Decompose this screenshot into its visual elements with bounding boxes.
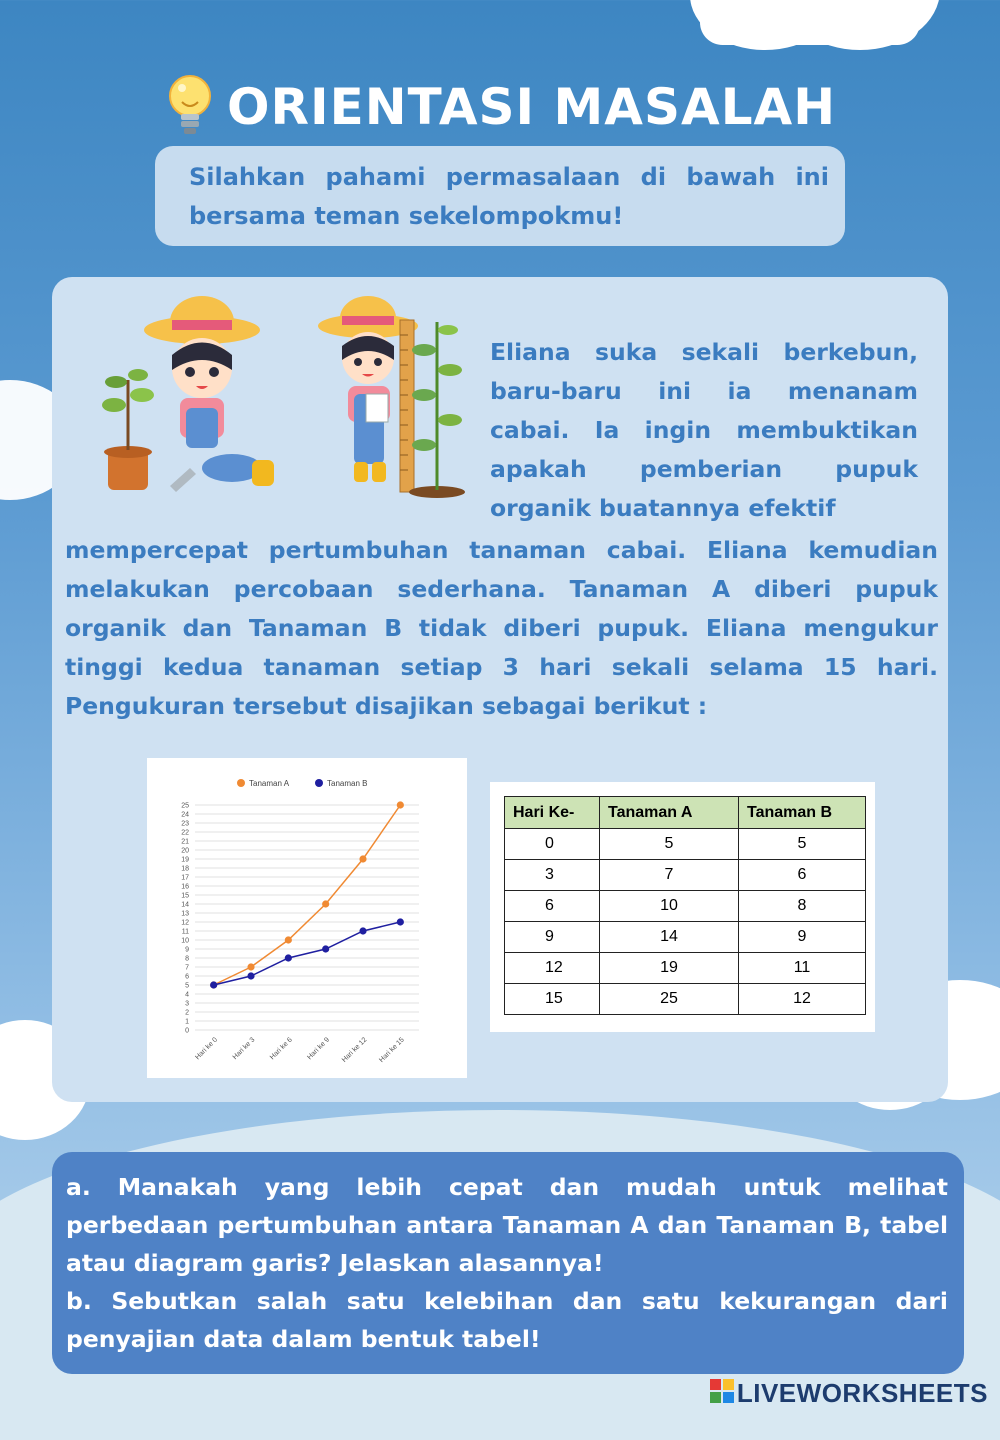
- table-cell: 8: [739, 891, 866, 922]
- table-cell: 12: [739, 984, 866, 1015]
- y-tick-label: 19: [181, 856, 189, 864]
- table-cell: 7: [600, 860, 739, 891]
- y-tick-label: 21: [181, 838, 189, 846]
- y-tick-label: 10: [181, 937, 189, 945]
- data-point: [322, 945, 329, 952]
- y-tick-label: 6: [185, 973, 189, 981]
- table-row: [505, 891, 866, 922]
- y-tick-label: 17: [181, 874, 189, 882]
- x-tick-label: Hari ke 12: [340, 1036, 369, 1064]
- page-title: ORIENTASI MASALAH: [226, 78, 837, 136]
- question-a: a. Manakah yang lebih cepat dan mudah untuk melihat perbedaan pertumbuhan antara Tanaman A dan Tanaman B, tabel atau diagram garis? Jelaskan alasannya!: [66, 1173, 948, 1277]
- table-cell: 9: [739, 922, 866, 953]
- data-point: [210, 981, 217, 988]
- y-tick-label: 1: [185, 1018, 189, 1026]
- y-tick-label: 25: [181, 802, 189, 810]
- table-header-cell: Tanaman B: [739, 797, 866, 829]
- y-tick-label: 14: [181, 901, 189, 909]
- y-tick-label: 7: [185, 964, 189, 972]
- line-chart-svg: [147, 758, 467, 1078]
- data-point: [247, 972, 254, 979]
- y-tick-label: 2: [185, 1009, 189, 1017]
- x-tick-label: Hari ke 15: [378, 1036, 406, 1064]
- data-point: [359, 855, 366, 862]
- story-body: mempercepat pertumbuhan tanaman cabai. Eliana kemudian melakukan percobaan sederhana. Tanaman A diberi pupuk organik dan Tanaman B tidak diberi pupuk. Eliana mengukur tinggi kedua tanaman setiap 3 hari sekali selama 15 hari. Pengukuran tersebut disajikan sebagai berikut :: [65, 536, 938, 720]
- data-table: [504, 796, 866, 1015]
- liveworksheets-logo-icon: [710, 1379, 734, 1407]
- data-table-box: [490, 782, 875, 1032]
- table-cell: 9: [505, 922, 600, 953]
- table-row: [505, 860, 866, 891]
- table-cell: 5: [739, 829, 866, 860]
- intro-box: [155, 146, 845, 246]
- x-tick-label: Hari ke 3: [231, 1036, 257, 1062]
- table-cell: 6: [739, 860, 866, 891]
- y-tick-label: 16: [181, 883, 189, 891]
- table-cell: 15: [505, 984, 600, 1015]
- y-tick-label: 4: [185, 991, 189, 999]
- data-point: [397, 801, 404, 808]
- table-header-row: [505, 797, 866, 829]
- line-chart: [147, 758, 467, 1078]
- lightbulb-icon: [164, 72, 216, 142]
- table-row: [505, 984, 866, 1015]
- table-cell: 5: [600, 829, 739, 860]
- data-point: [285, 954, 292, 961]
- questions-box: [52, 1152, 964, 1374]
- y-tick-label: 3: [185, 1000, 189, 1008]
- data-point: [285, 936, 292, 943]
- table-cell: 12: [505, 953, 600, 984]
- title-bar: [0, 72, 1000, 142]
- y-tick-label: 20: [181, 847, 189, 855]
- y-tick-label: 11: [181, 928, 189, 936]
- story-line: apakah pemberian pupuk: [490, 455, 918, 483]
- brand-text: LIVEWORKSHEETS: [736, 1377, 988, 1408]
- brand-footer: [710, 1376, 988, 1410]
- story-line: organik buatannya efektif: [490, 494, 836, 522]
- y-tick-label: 15: [181, 892, 189, 900]
- table-cell: 0: [505, 829, 600, 860]
- table-cell: 11: [739, 953, 866, 984]
- story-line: baru-baru ini ia menanam: [490, 377, 918, 405]
- y-tick-label: 22: [181, 829, 189, 837]
- story-intro: [490, 333, 918, 528]
- table-row: [505, 953, 866, 984]
- x-tick-label: Hari ke 9: [306, 1036, 332, 1062]
- story-line: cabai. Ia ingin membuktikan: [490, 416, 918, 444]
- data-point: [397, 918, 404, 925]
- y-tick-label: 13: [181, 910, 189, 918]
- story-line: Eliana suka sekali berkebun,: [490, 338, 918, 366]
- table-header-cell: Hari Ke-: [505, 797, 600, 829]
- table-cell: 6: [505, 891, 600, 922]
- x-tick-label: Hari ke 0: [194, 1036, 220, 1062]
- y-tick-label: 18: [181, 865, 189, 873]
- intro-text: Silahkan pahami permasalaan di bawah ini bersama teman sekelompokmu!: [189, 163, 829, 230]
- legend-label: Tanaman A: [249, 779, 290, 788]
- y-tick-label: 23: [181, 820, 189, 828]
- table-cell: 3: [505, 860, 600, 891]
- gardening-illustration: [92, 290, 472, 505]
- table-header-cell: Tanaman A: [600, 797, 739, 829]
- y-tick-label: 9: [185, 946, 189, 954]
- table-cell: 14: [600, 922, 739, 953]
- y-tick-label: 8: [185, 955, 189, 963]
- y-tick-label: 24: [181, 811, 189, 819]
- table-row: [505, 829, 866, 860]
- table-row: [505, 922, 866, 953]
- table-cell: 25: [600, 984, 739, 1015]
- legend-label: Tanaman B: [327, 779, 368, 788]
- y-tick-label: 12: [181, 919, 189, 927]
- y-tick-label: 5: [185, 982, 189, 990]
- legend-marker: [237, 779, 245, 787]
- data-point: [247, 963, 254, 970]
- table-cell: 10: [600, 891, 739, 922]
- data-point: [322, 900, 329, 907]
- x-tick-label: Hari ke 6: [268, 1036, 294, 1062]
- table-cell: 19: [600, 953, 739, 984]
- y-tick-label: 0: [185, 1027, 189, 1035]
- legend-marker: [315, 779, 323, 787]
- data-point: [359, 927, 366, 934]
- question-b: b. Sebutkan salah satu kelebihan dan satu kekurangan dari penyajian data dalam bentuk tabel!: [66, 1287, 948, 1353]
